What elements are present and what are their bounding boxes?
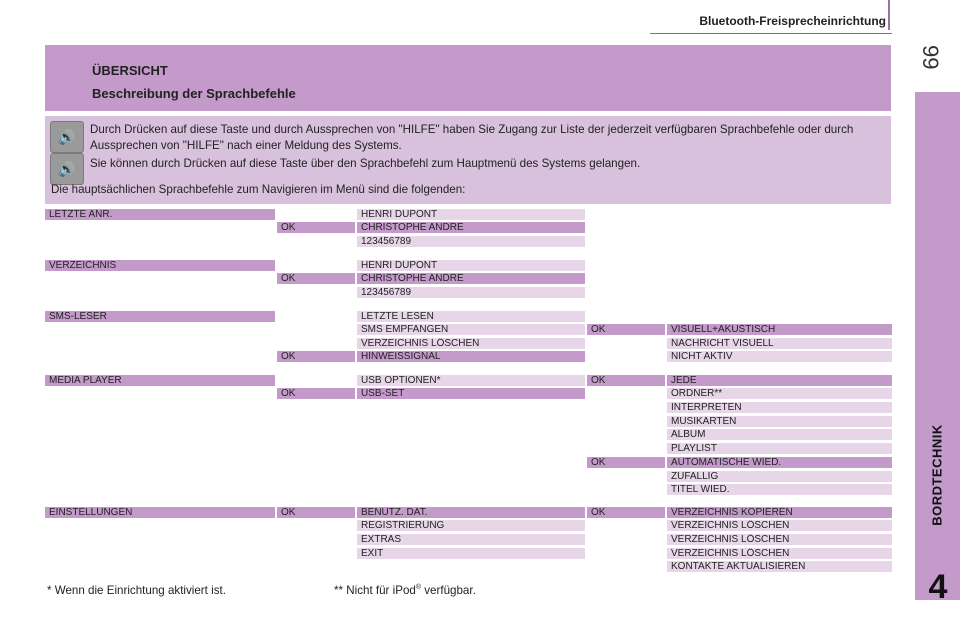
command-cell: NICHT AKTIV xyxy=(667,351,892,362)
command-cell: VERZEICHNIS LÖSCHEN xyxy=(667,534,892,545)
command-cell: BENUTZ. DAT. xyxy=(357,507,585,518)
header-tick xyxy=(888,0,890,30)
command-cell: PLAYLIST xyxy=(667,443,892,454)
command-cell: CHRISTOPHE ANDRÉ xyxy=(357,273,585,284)
command-cell: ORDNER** xyxy=(667,388,892,399)
info-text-main-menu: Sie können durch Drücken auf diese Taste über den Sprachbefehl zum Hauptmenü des Systems gelangen. xyxy=(90,157,641,170)
ok-cell: OK xyxy=(277,273,355,284)
command-cell: EXTRAS xyxy=(357,534,585,545)
command-cell: EXIT xyxy=(357,548,585,559)
ok-cell: OK xyxy=(277,351,355,362)
command-cell: ALBUM xyxy=(667,429,892,440)
info-text-help: Durch Drücken auf diese Taste und durch Aussprechen von "HILFE" haben Sie Zugang zur Liste der jederzeit verfügbaren Sprachbefehle oder durch Aussprechen von "HILFE" nach einer Meldung des Systems. xyxy=(90,123,854,152)
command-cell: VISUELL+AKUSTISCH xyxy=(667,324,892,335)
command-cell: USB-SET xyxy=(357,388,585,399)
command-cell: HENRI DUPONT xyxy=(357,260,585,271)
title-box xyxy=(45,45,891,111)
command-cell: JEDE xyxy=(667,375,892,386)
ok-cell: OK xyxy=(277,222,355,233)
ok-cell: OK xyxy=(587,324,665,335)
footnote-ipod xyxy=(334,584,476,597)
command-cell: ZUFALLIG xyxy=(667,471,892,482)
ok-cell: OK xyxy=(277,507,355,518)
command-cell: VERZEICHNIS LÖSCHEN xyxy=(667,548,892,559)
page-subtitle: Beschreibung der Sprachbefehle xyxy=(92,86,296,101)
command-cell: 123456789 xyxy=(357,236,585,247)
command-cell: AUTOMATISCHE WIED. xyxy=(667,457,892,468)
command-cell: REGISTRIERUNG xyxy=(357,520,585,531)
footnote-ipod-suffix: verfügbar. xyxy=(421,584,476,597)
info-text-intro: Die hauptsächlichen Sprachbefehle zum Navigieren im Menü sind die folgenden: xyxy=(51,183,466,196)
command-cell: USB OPTIONEN* xyxy=(357,375,585,386)
command-cell: NACHRICHT VISUELL xyxy=(667,338,892,349)
command-cell: VERZEICHNIS LÖSCHEN xyxy=(357,338,585,349)
command-cell: CHRISTOPHE ANDRÉ xyxy=(357,222,585,233)
page-number: 99 xyxy=(918,45,943,70)
command-cell: VERZEICHNIS KOPIEREN xyxy=(667,507,892,518)
command-cell: HINWEISSIGNAL xyxy=(357,351,585,362)
command-cell: LETZTE LESEN xyxy=(357,311,585,322)
command-cell: SMS-LESER xyxy=(45,311,275,322)
chapter-label-text: BORDTECHNIK xyxy=(929,424,945,526)
voice-button-icon: 🔊 xyxy=(50,121,84,153)
command-cell: LETZTE ANR. xyxy=(45,209,275,220)
chapter-label xyxy=(922,390,952,560)
voice-button-icon: 🔊 xyxy=(50,153,84,185)
footnote-ipod-text: ** Nicht für iPod xyxy=(334,584,416,597)
command-cell: KONTAKTE AKTUALISIEREN xyxy=(667,561,892,572)
section-header: Bluetooth-Freisprecheinrichtung xyxy=(699,14,886,28)
command-cell: HENRI DUPONT xyxy=(357,209,585,220)
command-cell: MEDIA PLAYER xyxy=(45,375,275,386)
command-cell: 123456789 xyxy=(357,287,585,298)
ok-cell: OK xyxy=(587,375,665,386)
command-cell: VERZEICHNIS LÖSCHEN xyxy=(667,520,892,531)
command-cell: TITEL WIED. xyxy=(667,484,892,495)
command-cell: MUSIKARTEN xyxy=(667,416,892,427)
ok-cell: OK xyxy=(587,457,665,468)
page-title: ÜBERSICHT xyxy=(92,63,168,78)
command-cell: EINSTELLUNGEN xyxy=(45,507,275,518)
command-cell: INTERPRETEN xyxy=(667,402,892,413)
command-cell: SMS EMPFANGEN xyxy=(357,324,585,335)
ok-cell: OK xyxy=(277,388,355,399)
registered-mark: ® xyxy=(415,584,422,592)
chapter-number: 4 xyxy=(928,568,948,606)
command-cell: VERZEICHNIS xyxy=(45,260,275,271)
footnote-activated: * Wenn die Einrichtung aktiviert ist. xyxy=(47,584,226,597)
header-rule xyxy=(650,33,892,34)
ok-cell: OK xyxy=(587,507,665,518)
